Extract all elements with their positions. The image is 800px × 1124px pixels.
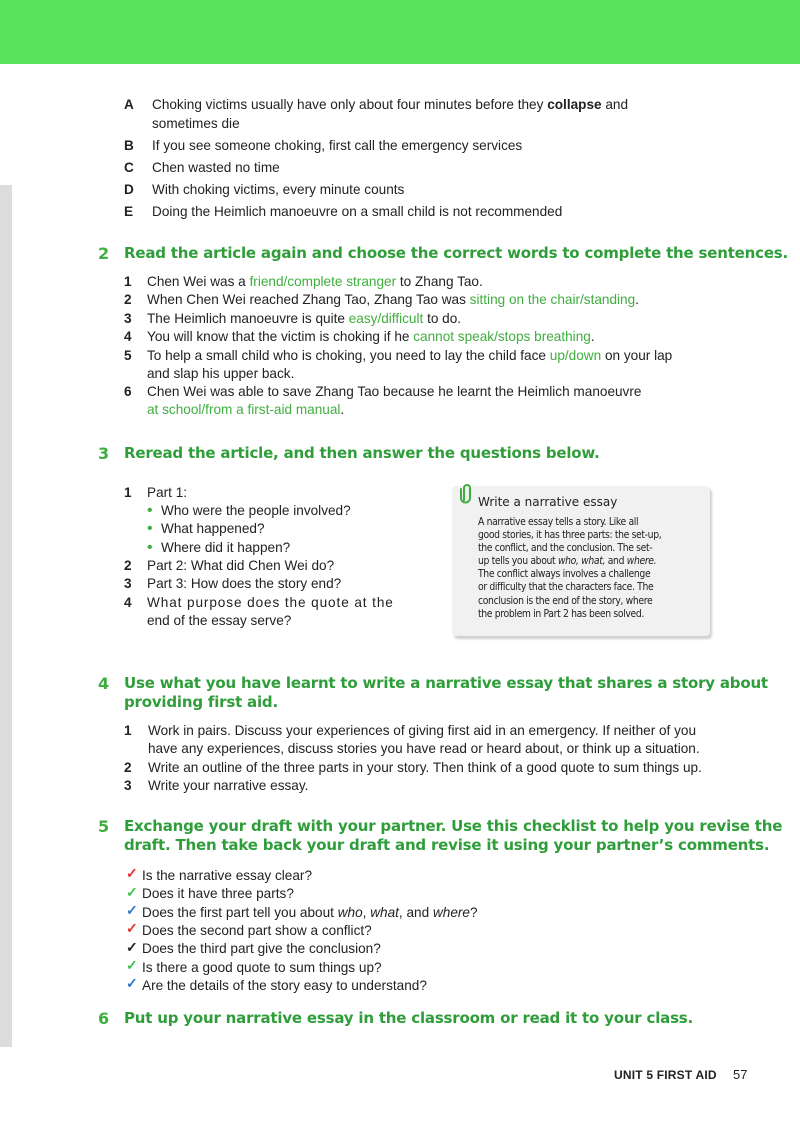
tip-line: up tells you about who, what, and where.	[478, 555, 657, 568]
tip-line: good stories, it has three parts: the set-up,	[478, 529, 662, 542]
checkmark-icon: ✓	[126, 957, 138, 973]
item-text: Part 3: How does the story end?	[147, 576, 342, 591]
checkmark-icon: ✓	[126, 884, 138, 900]
item-number: 1	[124, 274, 132, 289]
tip-line: The conflict always involves a challenge	[478, 568, 651, 581]
tip-line: or difficulty that the characters face. The	[478, 581, 654, 594]
checklist-item: Is there a good quote to sum things up?	[142, 960, 382, 975]
item-number: 3	[124, 311, 132, 326]
item-text: To help a small child who is choking, you need to lay the child face	[147, 348, 550, 363]
header-band	[0, 0, 800, 64]
item-text: Work in pairs. Discuss your experiences of giving first aid in an emergency. If neither of you	[148, 723, 697, 738]
checklist-item: Does it have three parts?	[142, 886, 294, 901]
keyword: collapse	[547, 97, 602, 112]
item-number: 2	[124, 760, 132, 775]
item-text: end of the essay serve?	[147, 613, 292, 628]
section-number: 2	[98, 244, 110, 263]
checklist-item: Does the third part give the conclusion?	[142, 941, 381, 956]
item-number: 2	[124, 292, 132, 307]
item-text: You will know that the victim is choking if he	[147, 329, 414, 344]
item-number: 3	[124, 576, 132, 591]
item-text: Part 2: What did Chen Wei do?	[147, 558, 335, 573]
margin-strip	[0, 185, 12, 1047]
tip-line: the problem in Part 2 has been solved.	[478, 607, 644, 620]
item-number: 4	[124, 329, 132, 344]
section-title: Read the article again and choose the correct words to complete the sentences.	[124, 244, 789, 262]
tip-title: Write a narrative essay	[478, 495, 618, 509]
italic-text: what	[370, 905, 399, 920]
item-number: 3	[124, 778, 132, 793]
section-title: Use what you have learnt to write a narrative essay that shares a story about	[124, 674, 768, 692]
checkmark-icon: ✓	[126, 939, 138, 955]
item-text: Part 1:	[147, 485, 188, 500]
statement-text: Chen wasted no time	[152, 160, 280, 175]
statement-letter: C	[124, 160, 134, 175]
item-number: 2	[124, 558, 132, 573]
question-item	[124, 347, 724, 385]
question-item	[124, 383, 724, 421]
statement-text: and	[601, 97, 629, 112]
item-text: .	[340, 402, 345, 417]
item-number: 5	[124, 348, 132, 363]
question-item	[124, 594, 424, 632]
item-text: to do.	[423, 311, 462, 326]
word-choice: at school/from a first-aid manual	[147, 402, 341, 417]
section-number: 5	[98, 817, 110, 836]
section-title: Reread the article, and then answer the questions below.	[124, 444, 600, 462]
checkmark-icon: ✓	[126, 902, 138, 918]
checklist-item: Is the narrative essay clear?	[142, 868, 313, 883]
checkmark-icon: ✓	[126, 920, 138, 936]
item-text: and slap his upper back.	[147, 366, 295, 381]
item-number: 1	[124, 723, 132, 738]
italic-text: where.	[626, 555, 657, 568]
checklist-item: Does the second part show a conflict?	[142, 923, 372, 938]
bullet-item	[147, 539, 427, 557]
tip-body	[478, 516, 704, 621]
tip-line: A narrative essay tells a story. Like all	[478, 516, 639, 528]
item-text: .	[590, 329, 595, 344]
statement-letter: A	[124, 97, 134, 112]
statement-letter: E	[124, 204, 134, 219]
item-text: The Heimlich manoeuvre is quite	[147, 311, 349, 326]
checkmark-icon: ✓	[126, 865, 138, 881]
tip-line: conclusion is the end of the story, where	[478, 594, 653, 607]
item-text: What purpose does the quote at the	[147, 595, 394, 610]
bullet-icon: •	[147, 539, 153, 556]
word-choice: cannot speak/stops breathing	[413, 329, 591, 344]
statement-text: Choking victims usually have only about four minutes before they	[152, 97, 548, 112]
italic-text: who, what,	[557, 555, 606, 568]
section-number: 4	[98, 674, 110, 693]
bullet-item	[147, 520, 427, 538]
section-number: 3	[98, 444, 110, 463]
checklist-item: Are the details of the story easy to understand?	[142, 978, 427, 993]
unit-label: UNIT 5 FIRST AID	[614, 1068, 717, 1082]
section-title: Put up your narrative essay in the classroom or read it to your class.	[124, 1009, 694, 1027]
statement-text: With choking victims, every minute counts	[152, 182, 405, 197]
statement-text: sometimes die	[152, 116, 240, 131]
bullet-icon: •	[147, 502, 153, 519]
section-number: 6	[98, 1009, 110, 1028]
item-text: on your lap	[601, 348, 673, 363]
section-title: providing first aid.	[124, 693, 278, 711]
item-text: Chen Wei was able to save Zhang Tao because he learnt the Heimlich manoeuvre	[147, 384, 642, 399]
checklist-item: Does the first part tell you about who, what, and where?	[142, 905, 478, 920]
item-text: Where did it happen?	[161, 540, 291, 555]
question-item	[124, 722, 724, 760]
item-text: Write an outline of the three parts in your story. Then think of a good quote to sum things up.	[148, 760, 702, 775]
tip-line: the conflict, and the conclusion. The set-	[478, 542, 653, 555]
section-title: draft. Then take back your draft and revise it using your partner’s comments.	[124, 836, 770, 854]
statement-a	[124, 96, 664, 136]
item-number: 6	[124, 384, 132, 399]
statement-text: If you see someone choking, first call the emergency services	[152, 138, 523, 153]
word-choice: friend/complete stranger	[249, 274, 397, 289]
bullet-icon: •	[147, 520, 153, 537]
item-text: Chen Wei was a	[147, 274, 250, 289]
bullet-item	[147, 502, 427, 520]
item-text: to Zhang Tao.	[396, 274, 483, 289]
statement-letter: D	[124, 182, 134, 197]
item-text: When Chen Wei reached Zhang Tao, Zhang Tao was	[147, 292, 470, 307]
page-number: 57	[733, 1067, 748, 1082]
word-choice: easy/difficult	[348, 311, 424, 326]
tip-box	[452, 486, 710, 636]
item-text: .	[635, 292, 639, 307]
word-choice: sitting on the chair/standing	[469, 292, 636, 307]
section-title: Exchange your draft with your partner. Use this checklist to help you revise the	[124, 817, 783, 835]
italic-text: where	[432, 905, 470, 920]
word-choice: up/down	[549, 348, 602, 363]
item-text: What happened?	[161, 521, 265, 536]
italic-text: who	[337, 905, 363, 920]
statement-letter: B	[124, 138, 134, 153]
statement-text: Doing the Heimlich manoeuvre on a small child is not recommended	[152, 204, 563, 219]
item-text: Write your narrative essay.	[148, 778, 309, 793]
item-text: have any experiences, discuss stories you have read or heard about, or think up a situation.	[148, 741, 700, 756]
item-text: Who were the people involved?	[161, 503, 351, 518]
item-number: 4	[124, 595, 132, 610]
paperclip-icon	[460, 482, 474, 504]
item-number: 1	[124, 485, 132, 500]
checkmark-icon: ✓	[126, 975, 138, 991]
